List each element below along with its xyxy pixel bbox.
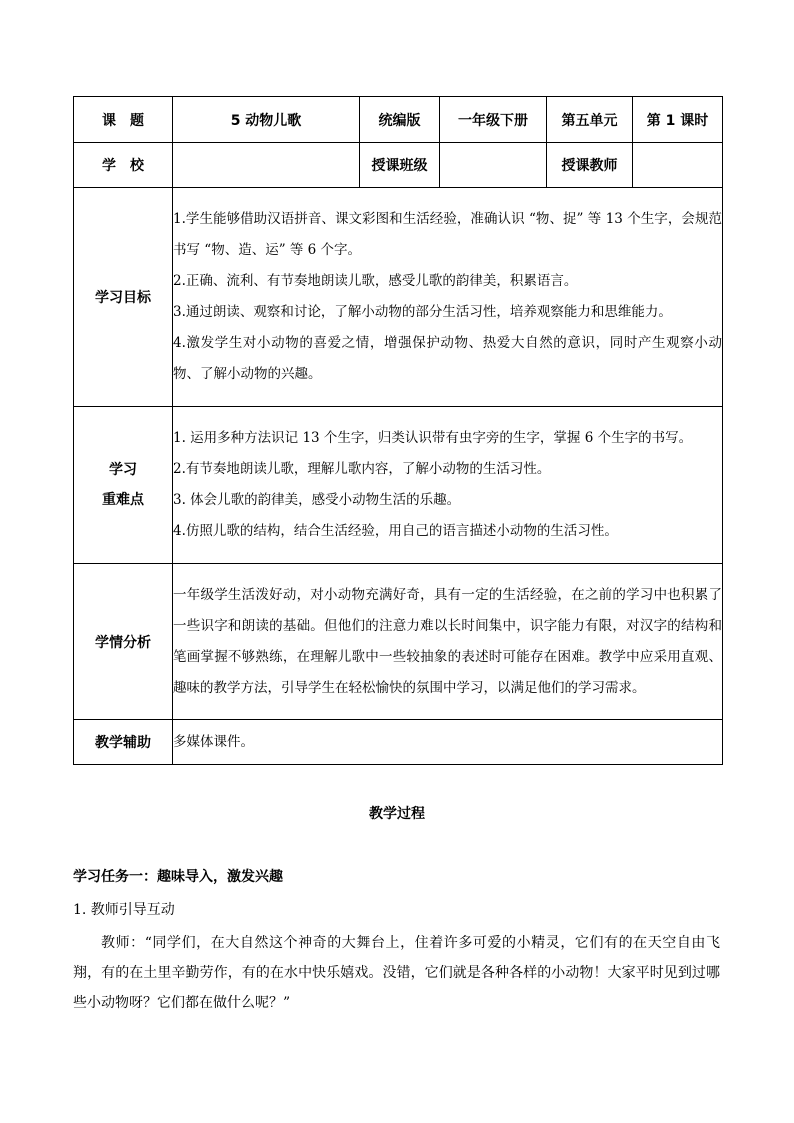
aids-text: 多媒体课件。 — [173, 733, 254, 750]
lesson-title-value: 5 动物儿歌 — [173, 97, 360, 143]
key-points-label-line2: 重难点 — [102, 492, 144, 508]
school-label: 学 校 — [74, 143, 173, 188]
aids-label: 教学辅助 — [74, 720, 173, 765]
analysis-text: 一年级学生活泼好动，对小动物充满好奇，具有一定的生活经验，在之前的学习中也积累了一些识字和朗读的基础。但他们的注意力难以长时间集中，识字能力有限，对汉字的结构和笔画掌握不够熟练，在理解儿歌中一些较抽象的表述时可能存在困难。教学中应采用直观、趣味的教学方法，引导学生在轻松愉快的氛围中学习，以满足他们的学习需求。 — [173, 586, 722, 696]
goal-item: 2.正确、流利、有节奏地朗读儿歌，感受儿歌的韵律美，积累语言。 — [173, 273, 578, 289]
lesson-plan-table — [73, 96, 723, 765]
analysis-label: 学情分析 — [74, 564, 173, 720]
key-point-item: 1. 运用多种方法识记 13 个生字，归类认识带有虫字旁的生字，掌握 6 个生字的书写。 — [173, 430, 693, 446]
teacher-talk-paragraph: 教师：“同学们，在大自然这个神奇的大舞台上，住着许多可爱的小精灵，它们有的在天空自由飞翔，有的在土里辛勤劳作，有的在水中快乐嬉戏。没错，它们就是各种各样的小动物！大家平时见到过哪些小动物呀？它们都在做什么呢？” — [73, 935, 720, 1011]
table-row — [74, 564, 723, 720]
key-point-item: 2.有节奏地朗读儿歌，理解儿歌内容，了解小动物的生活习性。 — [173, 461, 551, 477]
key-points-label — [74, 407, 173, 564]
process-title: 教学过程 — [369, 806, 425, 822]
table-row — [74, 188, 723, 407]
key-points-content — [173, 407, 723, 564]
teacher-label: 授课教师 — [547, 143, 633, 188]
goals-label: 学习目标 — [74, 188, 173, 407]
table-row — [74, 407, 723, 564]
key-point-item: 3. 体会儿歌的韵律美，感受小动物生活的乐趣。 — [173, 492, 461, 508]
aids-content — [173, 720, 723, 765]
task1-heading: 学习任务一：趣味导入，激发兴趣 — [73, 869, 283, 885]
table-row — [74, 143, 723, 188]
goal-item: 4.激发学生对小动物的喜爱之情，增强保护动物、热爱大自然的意识，同时产生观察小动物、了解小动物的兴趣。 — [173, 335, 722, 382]
grade-value: 一年级下册 — [440, 97, 547, 143]
goal-item: 1.学生能够借助汉语拼音、课文彩图和生活经验，准确认识 “物、捉” 等 13 个生字，会规范书写 “物、造、运” 等 6 个字。 — [173, 211, 722, 258]
step1-heading: 1. 教师引导互动 — [73, 902, 175, 918]
unit-value: 第五单元 — [547, 97, 633, 143]
lesson-title-label: 课 题 — [74, 97, 173, 143]
period-value: 第 1 课时 — [633, 97, 723, 143]
teacher-value — [633, 143, 723, 188]
class-value — [440, 143, 547, 188]
edition-value: 统编版 — [360, 97, 440, 143]
key-point-item: 4.仿照儿歌的结构，结合生活经验，用自己的语言描述小动物的生活习性。 — [173, 523, 618, 539]
goals-content — [173, 188, 723, 407]
school-value — [173, 143, 360, 188]
goal-item: 3.通过朗读、观察和讨论，了解小动物的部分生活习性，培养观察能力和思维能力。 — [173, 304, 672, 320]
key-points-label-line1: 学习 — [109, 462, 137, 478]
table-row — [74, 97, 723, 143]
table-row — [74, 720, 723, 765]
class-label: 授课班级 — [360, 143, 440, 188]
analysis-content — [173, 564, 723, 720]
